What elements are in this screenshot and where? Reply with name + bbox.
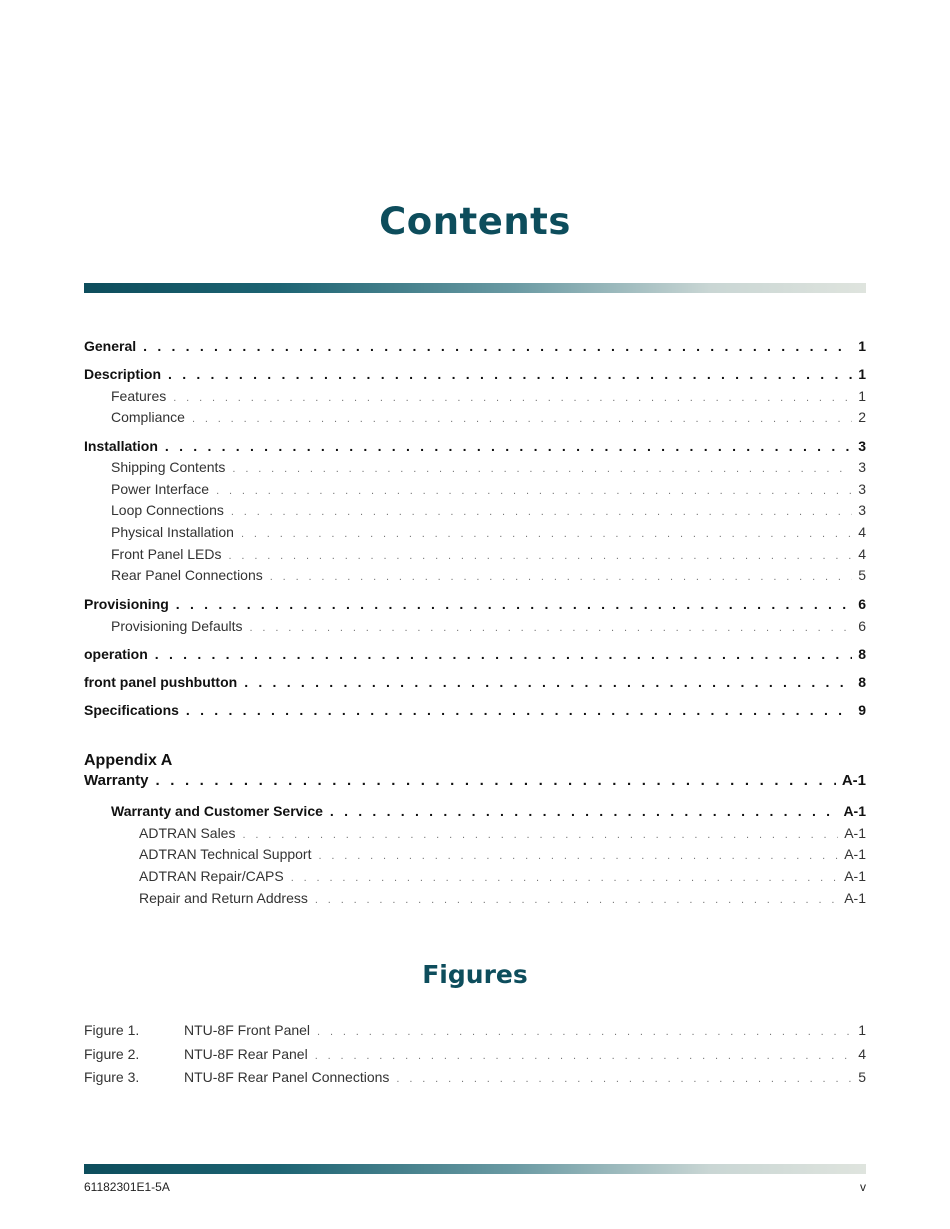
toc-label: Loop Connections	[111, 502, 224, 518]
leader-dots	[176, 596, 852, 612]
toc-page: 1	[858, 338, 866, 354]
toc-label: front panel pushbutton	[84, 674, 238, 690]
leader-dots	[315, 1050, 853, 1062]
toc-label: Features	[111, 388, 167, 404]
toc-entry-shipping-contents[interactable]	[111, 459, 866, 475]
toc-entry-warranty-customer-service[interactable]	[111, 803, 866, 819]
toc-page: 1	[858, 388, 866, 404]
leader-dots	[155, 646, 852, 662]
toc-entry-operation[interactable]	[84, 646, 866, 662]
figure-number: Figure 3.	[84, 1069, 140, 1085]
toc-label: ADTRAN Technical Support	[139, 846, 312, 862]
leader-dots	[242, 829, 838, 841]
toc-entry-front-panel-pushbutton[interactable]	[84, 674, 866, 690]
toc-entry-loop-connections[interactable]	[111, 502, 866, 518]
toc-label: Provisioning Defaults	[111, 618, 243, 634]
toc-page: A-1	[843, 803, 866, 819]
toc-entry-adtran-repair-caps[interactable]	[139, 868, 866, 884]
figure-entry[interactable]	[84, 1069, 866, 1085]
leader-dots	[216, 485, 852, 497]
leader-dots	[318, 850, 838, 862]
toc-entry-physical-installation[interactable]	[111, 524, 866, 540]
toc-label: Warranty	[84, 772, 149, 789]
figure-label: NTU-8F Rear Panel	[184, 1046, 308, 1062]
toc-label: Repair and Return Address	[139, 890, 308, 906]
leader-dots	[291, 872, 839, 884]
toc-label: ADTRAN Repair/CAPS	[139, 868, 284, 884]
page-title: Contents	[379, 200, 571, 243]
toc-page: 8	[858, 646, 866, 662]
toc-entry-front-panel-leds[interactable]	[111, 546, 866, 562]
toc-page: 3	[858, 481, 866, 497]
toc-entry-power-interface[interactable]	[111, 481, 866, 497]
header-rule	[84, 283, 866, 293]
leader-dots	[229, 550, 853, 562]
toc-page: A-1	[844, 868, 866, 884]
toc-entry-adtran-sales[interactable]	[139, 825, 866, 841]
toc-label: Shipping Contents	[111, 459, 226, 475]
figure-number: Figure 2.	[84, 1046, 140, 1062]
toc-entry-specifications[interactable]	[84, 702, 866, 718]
toc-label: Rear Panel Connections	[111, 567, 263, 583]
toc-page: A-1	[844, 846, 866, 862]
toc-page: 1	[858, 366, 866, 382]
figure-label: NTU-8F Rear Panel Connections	[184, 1069, 390, 1085]
toc-label: Compliance	[111, 409, 185, 425]
toc-page: 6	[858, 596, 866, 612]
toc-entry-description[interactable]	[84, 366, 866, 382]
toc-page: 4	[858, 546, 866, 562]
toc-entry-repair-return-address[interactable]	[139, 890, 866, 906]
toc-entry-compliance[interactable]	[111, 409, 866, 425]
leader-dots	[168, 366, 852, 382]
leader-dots	[244, 674, 852, 690]
figure-entry[interactable]	[84, 1046, 866, 1062]
toc-page: 6	[858, 618, 866, 634]
leader-dots	[270, 571, 852, 583]
leader-dots	[317, 1026, 852, 1038]
toc-page: 5	[858, 567, 866, 583]
figure-page: 5	[858, 1069, 866, 1085]
toc-label: operation	[84, 646, 148, 662]
toc-entry-warranty[interactable]	[84, 772, 866, 789]
figures-title: Figures	[422, 960, 528, 989]
toc-page: 3	[858, 438, 866, 454]
toc-label: General	[84, 338, 137, 354]
figure-label: NTU-8F Front Panel	[184, 1022, 311, 1038]
toc-entry-installation[interactable]	[84, 438, 866, 454]
footer-rule	[84, 1164, 866, 1174]
leader-dots	[143, 338, 852, 354]
toc-entry-adtran-technical-support[interactable]	[139, 846, 866, 862]
appendix-heading: Appendix A	[84, 752, 173, 769]
toc-label: Specifications	[84, 702, 179, 718]
leader-dots	[155, 772, 835, 789]
leader-dots	[315, 894, 838, 906]
leader-dots	[330, 803, 838, 819]
toc-page: 3	[858, 459, 866, 475]
toc-label: Warranty and Customer Service	[111, 803, 323, 819]
toc-label: Front Panel LEDs	[111, 546, 222, 562]
toc-label: Provisioning	[84, 596, 169, 612]
toc-label: Installation	[84, 438, 158, 454]
toc-label: Physical Installation	[111, 524, 234, 540]
toc-page: A-1	[844, 890, 866, 906]
toc-page: 2	[858, 409, 866, 425]
toc-entry-general[interactable]	[84, 338, 866, 354]
leader-dots	[250, 622, 853, 634]
figure-number: Figure 1.	[84, 1022, 140, 1038]
leader-dots	[231, 506, 852, 518]
leader-dots	[186, 702, 852, 718]
leader-dots	[192, 413, 852, 425]
toc-page: A-1	[844, 825, 866, 841]
leader-dots	[241, 528, 852, 540]
figure-entry[interactable]	[84, 1022, 866, 1038]
toc-page: 4	[858, 524, 866, 540]
leader-dots	[396, 1073, 852, 1085]
toc-label: Power Interface	[111, 481, 210, 497]
leader-dots	[173, 392, 852, 404]
toc-label: ADTRAN Sales	[139, 825, 236, 841]
figure-page: 1	[858, 1022, 866, 1038]
toc-entry-provisioning-defaults[interactable]	[111, 618, 866, 634]
toc-page: A-1	[841, 772, 866, 789]
toc-entry-provisioning[interactable]	[84, 596, 866, 612]
toc-page: 3	[858, 502, 866, 518]
document-number: 61182301E1-5A	[84, 1180, 170, 1194]
toc-entry-rear-panel-connections[interactable]	[111, 567, 866, 583]
toc-entry-features[interactable]	[111, 388, 866, 404]
page-number: v	[860, 1180, 866, 1194]
toc-label: Description	[84, 366, 162, 382]
leader-dots	[165, 438, 852, 454]
leader-dots	[232, 463, 852, 475]
figure-page: 4	[858, 1046, 866, 1062]
toc-page: 9	[858, 702, 866, 718]
toc-page: 8	[858, 674, 866, 690]
